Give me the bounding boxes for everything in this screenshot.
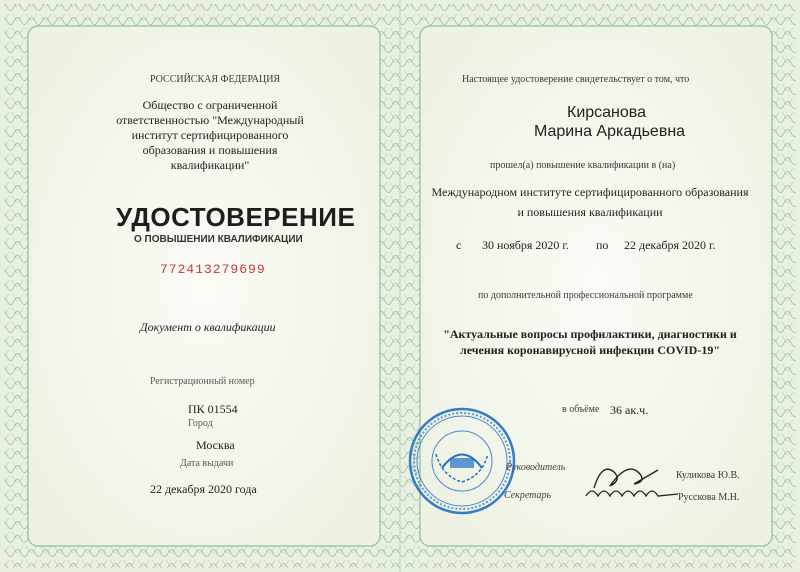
serial-number: 772413279699 [160,262,266,277]
city: Москва [196,438,235,452]
secretary-name: Русскова М.Н. [678,492,740,503]
secretary-role: Секретарь [504,490,552,501]
institute-line: Международном институте сертифицированного образования [431,185,749,199]
reg-number: ПК 01554 [188,402,238,416]
issue-date: 22 декабря 2020 года [150,482,257,496]
document-subtitle: О ПОВЫШЕНИИ КВАЛИФИКАЦИИ [134,234,303,245]
org-line: институт сертифицированного [131,128,289,142]
from-date: 30 ноября 2020 г. [482,238,569,252]
org-line: Общество с ограниченной [142,98,278,112]
org-line: квалификации" [170,158,250,172]
signature-secretary [582,482,682,506]
country-label: РОССИЙСКАЯ ФЕДЕРАЦИЯ [150,74,281,85]
org-line: образования и повышения [142,143,278,157]
right-page [400,0,800,572]
intro-text: Настоящее удостоверение свидетельствует о том, что [462,74,690,85]
director-name: Куликова Ю.В. [676,470,740,481]
volume-label: в объёме [562,404,600,415]
recipient-surname: Кирсанова [567,104,647,121]
recipient-given-names: Марина Аркадьевна [534,123,686,140]
reg-number-label: Регистрационный номер [150,376,255,387]
program-label: по дополнительной профессиональной программе [478,290,693,301]
institute-name [420,182,760,222]
to-prefix: по [596,238,609,252]
director-role: Руководитель [506,462,566,473]
from-prefix: с [456,238,462,252]
city-label: Город [188,418,213,429]
passed-text: прошел(а) повышение квалификации в (на) [490,160,676,171]
institute-line: и повышения квалификации [517,205,663,219]
program-title [430,326,750,358]
organization-name [110,98,310,173]
issue-date-label: Дата выдачи [180,458,234,469]
document-title: УДОСТОВЕРЕНИЕ [116,202,356,232]
program-line: "Актуальные вопросы профилактики, диагностики и [443,327,737,341]
org-line: ответственностью "Международный [116,113,304,127]
volume-hours: 36 ак.ч. [610,403,649,417]
program-line: лечения коронавирусной инфекции COVID-19" [460,343,720,357]
document-type: Документ о квалификации [140,320,276,334]
to-date: 22 декабря 2020 г. [624,238,716,252]
